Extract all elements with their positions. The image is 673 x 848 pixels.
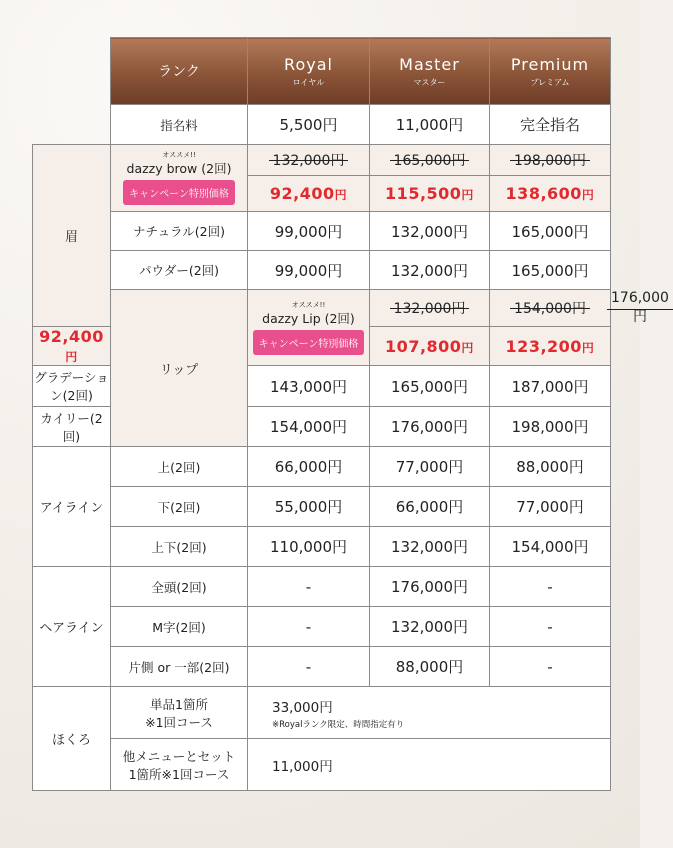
lip-campaign-badge: キャンペーン特別価格 [253,330,365,355]
price-cell: 110,000円 [248,527,370,567]
table-row [33,739,611,791]
brow-regular-master-text: 165,000円 [394,150,466,170]
royal-header [248,38,370,105]
price-cell: 88,000円 [490,447,611,487]
hairline-row-label: M字(2回) [111,607,248,647]
lip-regular-royal-text: 132,000円 [394,298,466,318]
table-row [33,687,611,739]
mole-price: 11,000円 [272,758,333,775]
brow-sale-royal [248,176,370,212]
price-cell: 154,000円 [248,407,370,447]
price-cell: 77,000円 [370,447,490,487]
price-cell: - [248,607,370,647]
brow-campaign-badge: キャンペーン特別価格 [123,180,235,205]
price-cell: - [490,567,611,607]
mole-note: ※Royalランク限定、時間指定有り [272,719,405,730]
mole-row-label [111,739,248,791]
lip-sale-master [370,327,490,366]
price-cell: 132,000円 [370,251,490,290]
eyeline-row-label: 下(2回) [111,487,248,527]
price-cell: 66,000円 [370,487,490,527]
table-row [33,251,611,290]
mole-row-label [111,687,248,739]
lip-sale-master-unit: 円 [461,340,474,355]
premium-jp: プレミアム [530,77,570,87]
brow-row-label: パウダー(2回) [111,251,248,290]
royal-en: Royal [284,54,333,74]
mole-row-label-1: 他メニューとセット [122,748,236,764]
price-cell: 99,000円 [248,251,370,290]
master-header [370,38,490,105]
price-cell: - [248,567,370,607]
nomination-master: 11,000円 [370,105,490,145]
price-cell: - [248,647,370,687]
lip-sale-master-num: 107,800 [385,336,462,356]
mole-price: 33,000円 [272,699,333,716]
lip-sale-royal-num: 92,400 [39,327,104,346]
header-blank [33,38,111,105]
brow-campaign-name: dazzy brow (2回) [126,161,232,176]
lip-recommend: オススメ!! [291,300,326,309]
brow-sale-premium-num: 138,600 [505,184,582,203]
hairline-category: ヘアライン [33,567,111,687]
lip-sale-royal [33,327,111,366]
price-cell: 132,000円 [370,212,490,251]
table-row [33,527,611,567]
nomination-row [33,105,611,145]
hairline-row-label: 全頭(2回) [111,567,248,607]
lip-regular-master-text: 154,000円 [514,298,586,318]
mole-row-label-2: ※1回コース [145,714,213,730]
price-cell: 66,000円 [248,447,370,487]
lip-row-label: グラデーション(2回) [33,366,111,407]
brow-regular-premium [490,145,611,176]
lip-campaign-row-regular [33,290,611,327]
table-row [33,487,611,527]
brow-sale-master-num: 115,500 [385,184,462,203]
header-row [33,38,611,105]
eyeline-category: アイライン [33,447,111,567]
price-cell: 187,000円 [490,366,611,407]
mole-row-label-2: 1箇所※1回コース [128,766,230,782]
brow-sale-premium-unit: 円 [581,188,595,202]
price-cell: - [490,647,611,687]
brow-recommend: オススメ!! [162,151,196,159]
lip-row-label: カイリー(2回) [33,407,111,447]
lip-regular-royal [370,290,490,327]
table-row [33,567,611,607]
lip-category: リップ [111,290,248,447]
brow-category: 眉 [33,145,111,327]
price-table [32,37,669,791]
nomination-blank [33,105,111,145]
price-cell: 132,000円 [370,607,490,647]
brow-regular-royal-text: 132,000円 [273,150,345,170]
brow-sale-master-unit: 円 [461,188,474,202]
table-row [33,447,611,487]
price-cell: 198,000円 [490,407,611,447]
table-row [33,607,611,647]
lip-campaign-cell [248,290,370,366]
price-cell: 165,000円 [490,251,611,290]
master-jp: マスター [413,77,446,87]
lip-campaign-name: dazzy Lip (2回) [262,310,355,326]
brow-regular-master [370,145,490,176]
brow-sale-master [370,176,490,212]
price-cell: 143,000円 [248,366,370,407]
lip-regular-master [490,290,611,327]
master-en: Master [399,54,460,74]
brow-campaign-cell [111,145,248,212]
eyeline-row-label: 上(2回) [111,447,248,487]
brow-row-label: ナチュラル(2回) [111,212,248,251]
lip-sale-premium [490,327,611,366]
premium-en: Premium [510,54,590,74]
price-cell: 176,000円 [370,567,490,607]
royal-jp: ロイヤル [292,77,325,87]
price-cell: 165,000円 [370,366,490,407]
hairline-row-label: 片側 or 一部(2回) [111,647,248,687]
nomination-royal: 5,500円 [248,105,370,145]
price-cell: 99,000円 [248,212,370,251]
eyeline-row-label: 上下(2回) [111,527,248,567]
price-cell: 154,000円 [490,527,611,567]
mole-price-cell [248,739,611,791]
price-cell: 55,000円 [248,487,370,527]
brow-regular-premium-text: 198,000円 [514,150,586,170]
brow-regular-royal [248,145,370,176]
brow-sale-royal-num: 92,400 [269,184,335,203]
table-row [33,647,611,687]
mole-row-label-1: 単品1箇所 [150,696,208,712]
nomination-label: 指名料 [111,105,248,145]
table-row [33,212,611,251]
price-cell: - [490,607,611,647]
price-cell: 132,000円 [370,527,490,567]
price-cell: 77,000円 [490,487,611,527]
lip-regular-premium-text: 176,000円 [611,290,669,325]
rank-header: ランク [111,38,248,105]
lip-sale-premium-num: 123,200 [505,336,582,356]
premium-header [490,38,611,105]
mole-price-cell [248,687,611,739]
price-cell: 88,000円 [370,647,490,687]
lip-sale-royal-unit: 円 [65,350,78,364]
brow-sale-premium [490,176,611,212]
price-cell: 165,000円 [490,212,611,251]
nomination-premium: 完全指名 [490,105,611,145]
lip-sale-premium-unit: 円 [581,340,595,355]
brow-sale-royal-unit: 円 [334,188,348,202]
price-cell: 176,000円 [370,407,490,447]
brow-campaign-row-regular [33,145,611,176]
mole-category: ほくろ [33,687,111,791]
